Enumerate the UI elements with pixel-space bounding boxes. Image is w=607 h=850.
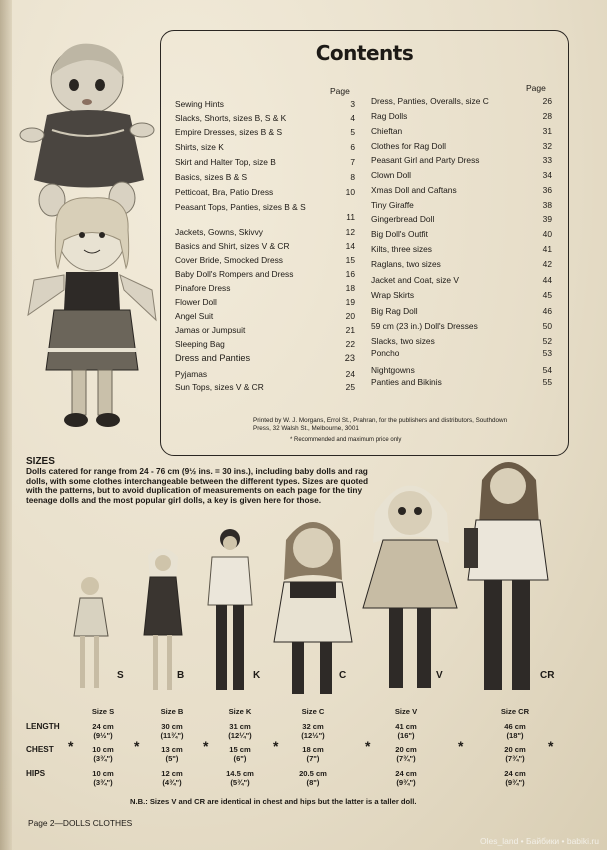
toc-item: Petticoat, Bra, Patio Dress 10: [175, 187, 355, 197]
watermark: Oles_land • Байбики • babiki.ru: [480, 836, 599, 846]
table-cell: 20 cm (7¾"): [395, 745, 417, 763]
toc-item: Clothes for Rag Doll 32: [371, 141, 552, 151]
toc-item: Dress, Panties, Overalls, size C 26: [371, 96, 552, 106]
toc-item: Clown Doll 34: [371, 170, 552, 180]
column-divider-star: *: [134, 738, 140, 754]
size-header: Size CR: [500, 707, 530, 716]
toc-item: Rag Dolls 28: [371, 111, 552, 121]
table-cell: 24 cm (9¾"): [395, 769, 417, 787]
price-note: * Recommended and maximum price only: [290, 437, 402, 443]
size-header: Size B: [160, 707, 184, 716]
sizes-description: Dolls catered for range from 24 - 76 cm (9½ ins. = 30 ins.), including baby dolls and rag dolls, with some clothes interchangeable between the different types. Sizes are quoted with the patterns, but to avoid duplication of measurements on each page for the tiny teenage dolls and the most popular girl dolls, a key is given here for those.: [26, 466, 369, 505]
doll-letter-s: S: [117, 670, 124, 681]
toc-item: Empire Dresses, sizes B & S 5: [175, 127, 355, 137]
doll-letter-v: V: [436, 670, 443, 681]
doll-letter-k: K: [253, 670, 261, 681]
toc-item: Panties and Bikinis 55: [371, 377, 552, 387]
size-header: Size V: [394, 707, 418, 716]
toc-item: Tiny Giraffe 38: [371, 200, 552, 210]
toc-item: Baby Doll's Rompers and Dress 16: [175, 269, 355, 279]
toc-item: Wrap Skirts 45: [371, 290, 552, 300]
toc-item: Sewing Hints 3: [175, 99, 355, 109]
table-cell: 24 cm (9½"): [92, 722, 114, 740]
toc-item: Angel Suit 20: [175, 311, 355, 321]
toc-item-page: 11: [346, 212, 355, 222]
table-cell: 41 cm (16"): [395, 722, 417, 740]
toc-item: Basics, sizes B & S 8: [175, 172, 355, 182]
column-divider-star: *: [365, 738, 371, 754]
doll-v-photo: [355, 468, 465, 698]
row-label-chest: CHEST: [26, 745, 54, 754]
right-page-header: Page: [526, 83, 546, 93]
toc-item: Big Doll's Outfit 40: [371, 229, 552, 239]
toc-item: Jackets, Gowns, Skivvy 12: [175, 227, 355, 237]
toc-item: Chieftan 31: [371, 126, 552, 136]
toc-item: Kilts, three sizes 41: [371, 244, 552, 254]
toc-item: Flower Doll 19: [175, 297, 355, 307]
toc-item: Slacks, two sizes 52: [371, 336, 552, 346]
left-page-header: Page: [330, 86, 350, 96]
column-divider-star: *: [548, 738, 554, 754]
toc-item: Gingerbread Doll 39: [371, 214, 552, 224]
row-label-hips: HIPS: [26, 769, 46, 778]
column-divider-star: *: [203, 738, 209, 754]
toc-item: Sun Tops, sizes V & CR 25: [175, 382, 355, 392]
toc-item: Big Rag Doll 46: [371, 306, 552, 316]
page-footer: Page 2—DOLLS CLOTHES: [28, 818, 133, 828]
sizes-heading: SIZES: [26, 456, 55, 467]
doll-k-photo: [200, 525, 260, 700]
toc-item: Poncho 53: [371, 348, 552, 358]
toc-item: Peasant Girl and Party Dress 33: [371, 155, 552, 165]
toc-item: Shirts, size K 6: [175, 142, 355, 152]
doll-letter-c: C: [339, 670, 347, 681]
table-cell: 32 cm (12½"): [301, 722, 325, 740]
column-divider-star: *: [273, 738, 279, 754]
contents-title: Contents: [315, 41, 414, 65]
size-header: Size S: [91, 707, 115, 716]
doll-s-photo: [68, 574, 118, 694]
toc-item: Xmas Doll and Caftans 36: [371, 185, 552, 195]
table-cell: 14.5 cm (5¾"): [226, 769, 254, 787]
row-label-length: LENGTH: [26, 722, 60, 731]
table-cell: 30 cm (11¾"): [160, 722, 184, 740]
table-cell: 10 cm (3¾"): [92, 745, 114, 763]
doll-letter-cr: CR: [540, 670, 555, 681]
table-cell: 13 cm (5"): [161, 745, 183, 763]
table-cell: 46 cm (18"): [504, 722, 526, 740]
sizes-note: N.B.: Sizes V and CR are identical in chest and hips but the latter is a taller doll.: [130, 797, 417, 806]
table-cell: 10 cm (3¾"): [92, 769, 114, 787]
toc-item: Jamas or Jumpsuit 21: [175, 325, 355, 335]
column-divider-star: *: [458, 738, 464, 754]
doll-cr-photo: [460, 450, 555, 700]
toc-item: Cover Bride, Smocked Dress 15: [175, 255, 355, 265]
table-cell: 24 cm (9¾"): [504, 769, 526, 787]
table-cell: 20 cm (7¾"): [504, 745, 526, 763]
toc-item: Skirt and Halter Top, size B 7: [175, 157, 355, 167]
toc-item: 59 cm (23 in.) Doll's Dresses 50: [371, 321, 552, 331]
printer-note: Printed by W. J. Morgans, Errol St., Prahran, for the publishers and distributors, Southdown Press, 32 Walsh St., Melbourne, 3001: [253, 417, 508, 432]
column-divider-star: *: [68, 738, 74, 754]
toc-item: Dress and Panties 23: [175, 353, 355, 363]
toc-item: Nightgowns 54: [371, 365, 552, 375]
toc-item: Jacket and Coat, size V 44: [371, 275, 552, 285]
toc-item: Sleeping Bag 22: [175, 339, 355, 349]
table-cell: 18 cm (7"): [302, 745, 324, 763]
toc-item: Basics and Shirt, sizes V & CR 14: [175, 241, 355, 251]
table-cell: 15 cm (6"): [229, 745, 251, 763]
toc-item: Pinafore Dress 18: [175, 283, 355, 293]
toc-item: Pyjamas 24: [175, 369, 355, 379]
toc-item: Slacks, Shorts, sizes B, S & K 4: [175, 113, 355, 123]
table-cell: 31 cm (12¼"): [228, 722, 252, 740]
page-edge-stain: [0, 0, 12, 850]
table-cell: 20.5 cm (8"): [299, 769, 327, 787]
size-header: Size C: [301, 707, 325, 716]
rag-doll-illustration: [14, 190, 164, 440]
table-cell: 12 cm (4¾"): [161, 769, 183, 787]
size-header: Size K: [228, 707, 252, 716]
doll-letter-b: B: [177, 670, 185, 681]
toc-item: Raglans, two sizes 42: [371, 259, 552, 269]
toc-item: Peasant Tops, Panties, sizes B & S: [175, 202, 306, 212]
